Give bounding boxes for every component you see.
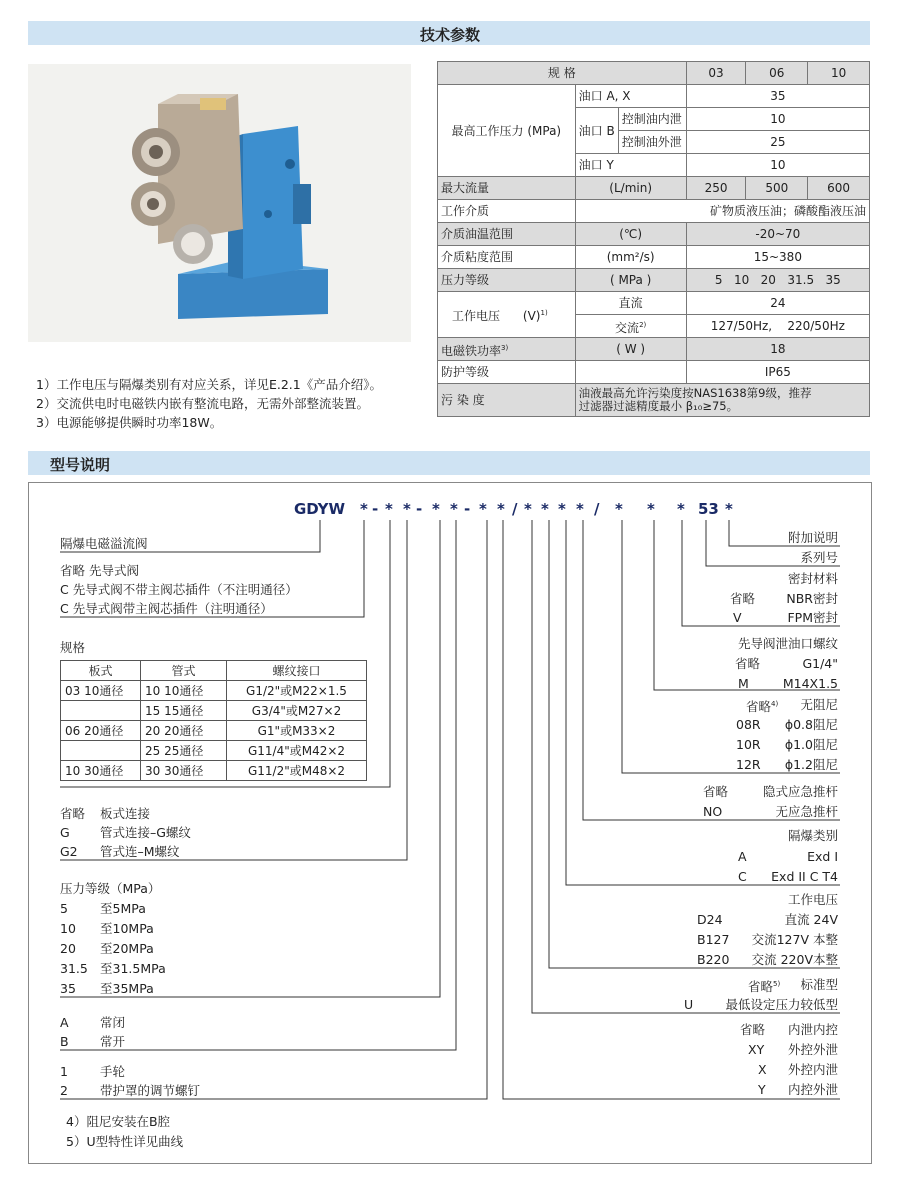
protection-value: IP65 xyxy=(686,361,869,384)
model-mark: - xyxy=(464,500,471,518)
model-mark: * xyxy=(558,500,566,518)
pilot-option: C 先导式阀不带主阀芯插件（不注明通径） xyxy=(60,582,298,597)
ac-value: 127/50Hz, 220/50Hz xyxy=(686,315,869,338)
temp-value: -20~70 xyxy=(686,223,869,246)
voltage-desc: 交流127V 本整 xyxy=(751,932,838,947)
size-cell: G3/4"或M27×2 xyxy=(227,701,367,721)
port-y-label: 油口 Y xyxy=(575,154,686,177)
pressure-class-value: 5 10 20 31.5 35 xyxy=(686,269,869,292)
model-mark: * xyxy=(647,500,655,518)
pilot-external-label: 控制油外泄 xyxy=(618,131,686,154)
size-header: 管式 xyxy=(141,661,227,681)
port-y-value: 10 xyxy=(686,154,869,177)
emergency-desc: 无应急推杆 xyxy=(775,804,838,819)
max-flow-label: 最大流量 xyxy=(438,177,576,200)
model-mark: / xyxy=(512,500,518,518)
pressure-code: 20 xyxy=(60,941,76,956)
temp-unit: (℃) xyxy=(575,223,686,246)
size-cell: 30 30通径 xyxy=(141,761,227,781)
footnote: 4）阻尼安装在B腔 xyxy=(66,1114,171,1129)
voltage-code: D24 xyxy=(697,912,723,927)
model-mark: * xyxy=(432,500,440,518)
seal-desc: FPM密封 xyxy=(787,610,838,625)
damping-code: 省略$^{4)}$ xyxy=(746,699,779,715)
adjust-desc: 手轮 xyxy=(100,1064,126,1079)
seal-title: 密封材料 xyxy=(787,571,838,586)
damping-desc: ϕ1.2阻尼 xyxy=(784,757,838,772)
damping-desc: 无阻尼 xyxy=(800,697,838,712)
pressure-desc: 至5MPa xyxy=(100,901,146,916)
drain-desc: G1/4" xyxy=(802,656,838,671)
emergency-code: 省略 xyxy=(703,784,729,799)
connection-desc: 管式连接–G螺纹 xyxy=(100,825,191,840)
model-mark: * xyxy=(541,500,549,518)
model-section-title: 型号说明 xyxy=(50,456,111,474)
explosion-code: A xyxy=(738,849,747,864)
model-mark-last: * xyxy=(725,500,733,518)
pressure-desc: 至20MPa xyxy=(100,941,154,956)
emergency-desc: 隐式应急推杆 xyxy=(762,784,838,799)
seal-code: 省略 xyxy=(730,591,756,606)
damping-code: 10R xyxy=(736,737,761,752)
drain-mode-desc: 内泄内控 xyxy=(787,1022,838,1037)
voltage-title: 工作电压 xyxy=(787,892,838,907)
voltage-code: B127 xyxy=(697,932,730,947)
model-mark: / xyxy=(594,500,600,518)
pressure-title: 压力等级（MPa） xyxy=(60,881,161,896)
damping-desc: ϕ0.8阻尼 xyxy=(784,717,838,732)
damping-code: 12R xyxy=(736,757,761,772)
size-cell: 10 10通径 xyxy=(141,681,227,701)
pressure-desc: 至10MPa xyxy=(100,921,154,936)
pressure-desc: 至31.5MPa xyxy=(100,961,166,976)
max-flow-unit: (L/min) xyxy=(575,177,686,200)
drain-desc: M14X1.5 xyxy=(782,676,838,691)
footnote: 5）U型特性详见曲线 xyxy=(66,1134,184,1149)
model-mark: * xyxy=(479,500,487,518)
port-b-label: 油口 B xyxy=(575,108,618,154)
pilot-option: 省略 先导式阀 xyxy=(60,563,139,578)
adjust-desc: 带护罩的调节螺钉 xyxy=(100,1083,201,1098)
note-3: 3）电源能够提供瞬时功率18W。 xyxy=(36,415,223,430)
voltage-label: 工作电压 $(V)^{1)}$ xyxy=(438,292,576,338)
model-mark: * xyxy=(497,500,505,518)
model-mark: * xyxy=(360,500,368,518)
contamination-value: 油液最高允许污染度按NAS1638第9级，推荐 过滤器过滤精度最小 β₁₀≥75。 xyxy=(575,384,869,417)
size-cell: 20 20通径 xyxy=(141,721,227,741)
pressure-desc: 至35MPa xyxy=(100,981,154,996)
note-2: 2）交流供电时电磁铁内嵌有整流电路，无需外部整流装置。 xyxy=(36,396,369,411)
power-value: 18 xyxy=(686,338,869,361)
size-cell: 15 15通径 xyxy=(141,701,227,721)
damping-code: 08R xyxy=(736,717,761,732)
drain-mode-desc: 外控外泄 xyxy=(787,1042,838,1057)
section-title: 技术参数 xyxy=(420,26,481,44)
seal-code: V xyxy=(733,610,742,625)
note-1: 1）工作电压与隔爆类别有对应关系，详见E.2.1《产品介绍》。 xyxy=(36,377,382,392)
drain-mode-code: Y xyxy=(758,1082,766,1097)
size-header: 螺纹接口 xyxy=(227,661,367,681)
connection-code: G2 xyxy=(60,844,78,859)
voltage-desc: 交流 220V本整 xyxy=(751,952,838,967)
connection-code: G xyxy=(60,825,70,840)
temp-label: 介质油温范围 xyxy=(438,223,576,246)
drain-mode-code: XY xyxy=(748,1042,765,1057)
viscosity-label: 介质粘度范围 xyxy=(438,246,576,269)
pilot-option: C 先导式阀带主阀芯插件（注明通径） xyxy=(60,601,273,616)
pilot-internal-label: 控制油内泄 xyxy=(618,108,686,131)
spec-03: 03 xyxy=(686,62,746,85)
model-mark: - xyxy=(372,500,379,518)
size-cell: G1"或M33×2 xyxy=(227,721,367,741)
voltage-code: B220 xyxy=(697,952,730,967)
model-prefix: GDYW xyxy=(294,500,346,518)
connection-desc: 管式连–M螺纹 xyxy=(100,844,180,859)
pilot-external-value: 25 xyxy=(686,131,869,154)
adjust-code: 1 xyxy=(60,1064,68,1079)
pressure-class-unit: ( MPa ) xyxy=(575,269,686,292)
viscosity-unit: (mm²/s) xyxy=(575,246,686,269)
model-mark: * xyxy=(615,500,623,518)
mode-desc: 常闭 xyxy=(100,1015,126,1030)
model-mark: * xyxy=(524,500,532,518)
pilot-internal-value: 10 xyxy=(686,108,869,131)
mode-desc: 常开 xyxy=(100,1034,126,1049)
drain-title: 先导阀泄油口螺纹 xyxy=(737,636,838,651)
dc-value: 24 xyxy=(686,292,869,315)
port-ax-label: 油口 A, X xyxy=(575,85,686,108)
power-label: 电磁铁功率$^{3)}$ xyxy=(438,338,576,361)
max-pressure-label: 最高工作压力 (MPa) xyxy=(438,85,576,177)
max-flow-06: 500 xyxy=(746,177,808,200)
pressure-code: 35 xyxy=(60,981,76,996)
mode-code: B xyxy=(60,1034,69,1049)
ac-label: 交流$^{2)}$ xyxy=(575,315,686,338)
pressure-code: 31.5 xyxy=(60,961,88,976)
damping-desc: ϕ1.0阻尼 xyxy=(784,737,838,752)
adjust-code: 2 xyxy=(60,1083,68,1098)
type-desc: 标准型 xyxy=(800,977,838,992)
explosion-desc: Exd II C T4 xyxy=(771,869,838,884)
size-cell: 25 25通径 xyxy=(141,741,227,761)
medium-value: 矿物质液压油；磷酸酯液压油 xyxy=(575,200,869,223)
spec-label: 规 格 xyxy=(438,62,687,85)
spec-10: 10 xyxy=(808,62,870,85)
drain-mode-code: 省略 xyxy=(740,1022,766,1037)
power-unit: ( W ) xyxy=(575,338,686,361)
size-title: 规格 xyxy=(60,640,86,655)
connection-code: 省略 xyxy=(60,806,86,821)
seal-desc: NBR密封 xyxy=(786,591,838,606)
emergency-code: NO xyxy=(703,804,723,819)
pressure-code: 5 xyxy=(60,901,68,916)
pressure-code: 10 xyxy=(60,921,76,936)
type-desc: 最低设定压力较低型 xyxy=(725,997,838,1012)
model-mark: * xyxy=(677,500,685,518)
type-code: 省略$^{5)}$ xyxy=(748,979,781,995)
drain-mode-code: X xyxy=(758,1062,767,1077)
size-cell: G1/2"或M22×1.5 xyxy=(227,681,367,701)
port-ax-value: 35 xyxy=(686,85,869,108)
max-flow-03: 250 xyxy=(686,177,746,200)
extra-note: 附加说明 xyxy=(787,530,838,545)
model-series: 53 xyxy=(698,500,719,518)
connection-desc: 板式连接 xyxy=(100,806,151,821)
model-mark: * xyxy=(450,500,458,518)
drain-code: 省略 xyxy=(735,656,761,671)
model-mark: * xyxy=(385,500,393,518)
drain-mode-desc: 外控内泄 xyxy=(787,1062,838,1077)
size-cell: G11/4"或M42×2 xyxy=(227,741,367,761)
explosion-code: C xyxy=(738,869,747,884)
contamination-label: 污 染 度 xyxy=(438,384,576,417)
max-flow-10: 600 xyxy=(808,177,870,200)
series-label: 系列号 xyxy=(800,550,838,565)
size-header: 板式 xyxy=(61,661,141,681)
type-code: U xyxy=(684,997,694,1012)
drain-code: M xyxy=(738,676,749,691)
spec-06: 06 xyxy=(746,62,808,85)
dc-label: 直流 xyxy=(575,292,686,315)
pressure-class-label: 压力等级 xyxy=(438,269,576,292)
mode-code: A xyxy=(60,1015,69,1030)
model-mark: * xyxy=(403,500,411,518)
size-cell: G11/2"或M48×2 xyxy=(227,761,367,781)
size-cell: 06 20通径 xyxy=(61,721,141,741)
drain-mode-desc: 内控外泄 xyxy=(787,1082,838,1097)
medium-label: 工作介质 xyxy=(438,200,576,223)
voltage-desc: 直流 24V xyxy=(784,912,838,927)
explosion-desc: Exd I xyxy=(807,849,838,864)
explosion-title: 隔爆类别 xyxy=(787,828,838,843)
size-cell: 03 10通径 xyxy=(61,681,141,701)
viscosity-value: 15~380 xyxy=(686,246,869,269)
model-mark: - xyxy=(416,500,423,518)
size-cell: 10 30通径 xyxy=(61,761,141,781)
valve-name: 隔爆电磁溢流阀 xyxy=(60,536,148,551)
model-mark: * xyxy=(576,500,584,518)
protection-label: 防护等级 xyxy=(438,361,576,384)
